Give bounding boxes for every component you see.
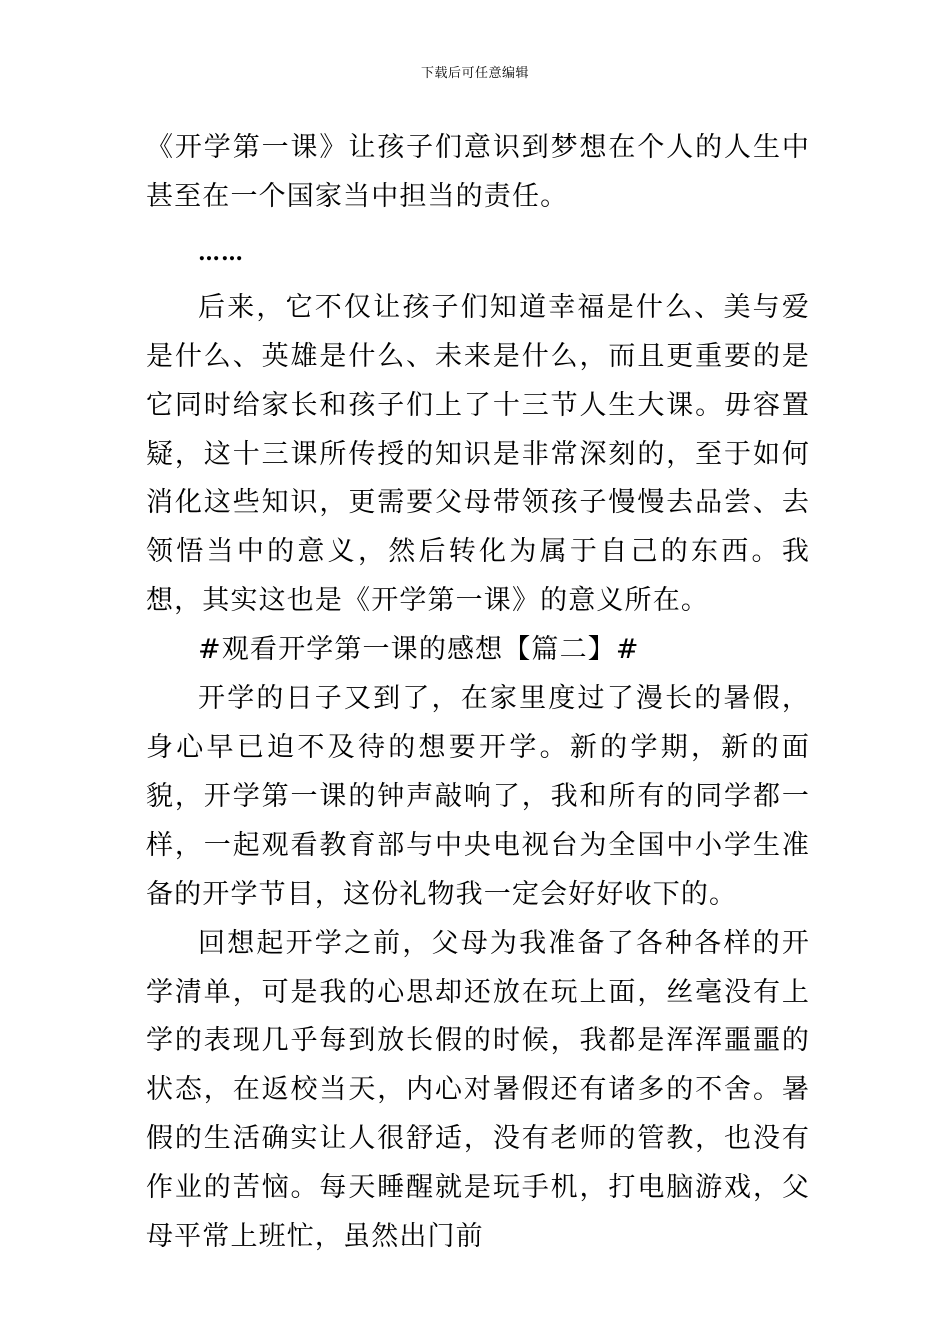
header-note: 下载后可任意编辑 — [420, 66, 529, 81]
paragraph-2: 后来，它不仅让孩子们知道幸福是什么、美与爱是什么、英雄是什么、未来是什么，而且更重要的是它同时给家长和孩子们上了十三节人生大课。毋容置疑，这十三课所传授的知识是非常深刻的，至于如何消化这些知识，更需要父母带领孩子慢慢去品尝、去领悟当中的意义，然后转化为属于自己的东西。我想，其实这也是《开学第一课》的意义所在。 — [146, 291, 810, 617]
section-heading: #观看开学第一课的感想【篇二】# — [198, 634, 640, 666]
paragraph-3: 开学的日子又到了，在家里度过了漫长的暑假，身心早已迫不及待的想要开学。新的学期，新的面貌，开学第一课的钟声敲响了，我和所有的同学都一样，一起观看教育部与中央电视台为全国中小学生准备的开学节目，这份礼物我一定会好好收下的。 — [146, 683, 810, 910]
paragraph-1: 《开学第一课》让孩子们意识到梦想在个人的人生中甚至在一个国家当中担当的责任。 — [146, 132, 810, 212]
document-body — [146, 124, 810, 1262]
ellipsis-separator: …… — [198, 239, 244, 266]
paragraph-4: 回想起开学之前，父母为我准备了各种各样的开学清单，可是我的心思却还放在玩上面，丝毫没有上学的表现几乎每到放长假的时候，我都是浑浑噩噩的状态，在返校当天，内心对暑假还有诸多的不舍。暑假的生活确实让人很舒适，没有老师的管教，也没有作业的苦恼。每天睡醒就是玩手机，打电脑游戏，父母平常上班忙，虽然出门前 — [146, 927, 810, 1253]
